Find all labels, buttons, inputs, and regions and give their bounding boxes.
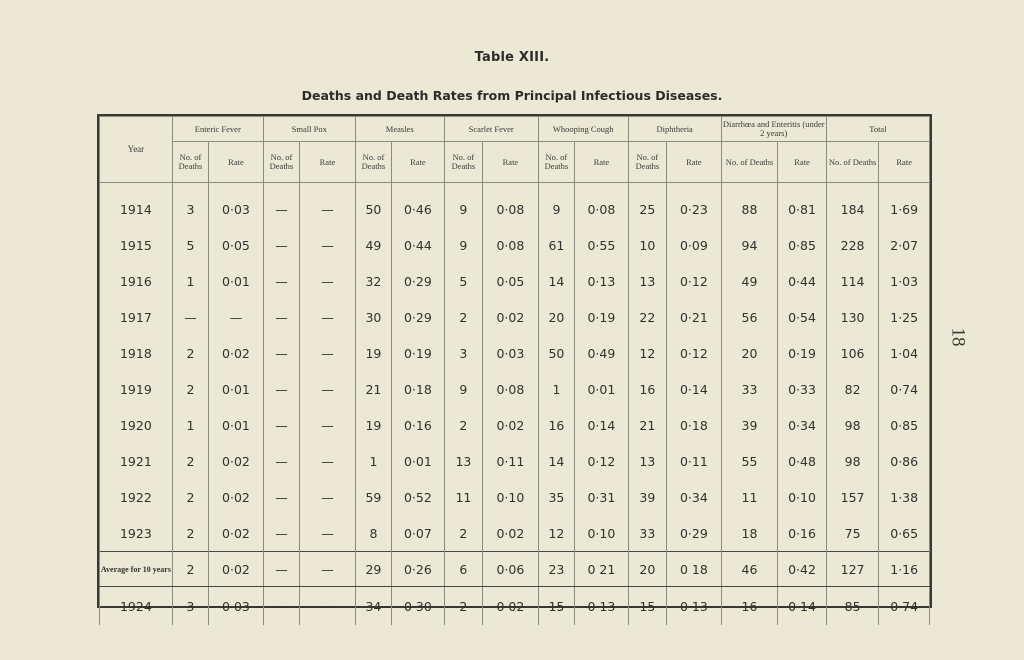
rate-cell: 0·18 (392, 371, 445, 407)
deaths-cell: 15 (628, 587, 666, 626)
deaths-cell: 16 (628, 371, 666, 407)
deaths-cell: — (263, 587, 299, 626)
rate-cell: 0·11 (667, 443, 722, 479)
sub-header-deaths: No. of Deaths (263, 142, 299, 183)
rate-cell: — (300, 371, 356, 407)
deaths-cell: 12 (628, 335, 666, 371)
deaths-cell: 98 (826, 407, 879, 443)
rate-cell: 0·74 (879, 371, 930, 407)
deaths-cell: 20 (721, 335, 778, 371)
deaths-cell: 3 (444, 335, 482, 371)
deaths-cell: 1 (172, 263, 208, 299)
year-cell: 1919 (100, 371, 173, 407)
spacer-cell (778, 183, 827, 192)
deaths-cell: 25 (628, 191, 666, 227)
rate-cell: 0·74 (879, 587, 930, 626)
rate-cell: 0·01 (392, 443, 445, 479)
table-row (100, 407, 930, 443)
deaths-cell: 127 (826, 552, 879, 587)
spacer-cell (628, 183, 666, 192)
sub-header-rate: Rate (392, 142, 445, 183)
deaths-cell: 94 (721, 227, 778, 263)
rate-cell: 1·04 (879, 335, 930, 371)
rate-cell: 0·02 (209, 443, 264, 479)
rate-cell: 0·01 (209, 371, 264, 407)
table-row (100, 191, 930, 227)
rate-cell: 1·38 (879, 479, 930, 515)
disease-table-frame (97, 114, 932, 614)
rate-cell: 0·16 (392, 407, 445, 443)
table-row (100, 227, 930, 263)
spacer-cell (300, 183, 356, 192)
rate-cell: 2·07 (879, 227, 930, 263)
rate-cell: 0·29 (667, 515, 722, 552)
rate-cell: 0·01 (575, 371, 629, 407)
rate-cell: 0·29 (392, 263, 445, 299)
deaths-cell: 50 (538, 335, 574, 371)
sub-header-deaths: No. of Deaths (628, 142, 666, 183)
spacer-cell (263, 183, 299, 192)
deaths-cell: 33 (721, 371, 778, 407)
deaths-cell: 5 (444, 263, 482, 299)
deaths-cell: 46 (721, 552, 778, 587)
spacer-cell (826, 183, 879, 192)
year-header: Year (100, 117, 173, 183)
table-body (100, 183, 930, 626)
spacer-cell (444, 183, 482, 192)
deaths-cell: — (263, 371, 299, 407)
deaths-cell: 50 (355, 191, 391, 227)
rate-cell: 0·65 (879, 515, 930, 552)
year-cell: 1921 (100, 443, 173, 479)
deaths-cell: 12 (538, 515, 574, 552)
spacer-cell (355, 183, 391, 192)
rate-cell: 0·07 (392, 515, 445, 552)
group-header-enteric-fever: Enteric Fever (172, 117, 263, 142)
sub-header-rate: Rate (209, 142, 264, 183)
table-subtitle: Deaths and Death Rates from Principal Infectious Diseases. (301, 88, 723, 103)
deaths-cell: — (263, 407, 299, 443)
deaths-cell: 11 (444, 479, 482, 515)
sub-header-deaths: No. of Deaths (721, 142, 778, 183)
deaths-cell: 85 (826, 587, 879, 626)
table-row (100, 515, 930, 552)
sub-header-rate: Rate (300, 142, 356, 183)
rate-cell: 1·25 (879, 299, 930, 335)
deaths-cell: 39 (628, 479, 666, 515)
sub-header-rate: Rate (667, 142, 722, 183)
deaths-cell: 13 (444, 443, 482, 479)
group-header-scarlet-fever: Scarlet Fever (444, 117, 538, 142)
rate-cell: — (300, 227, 356, 263)
deaths-cell: 30 (355, 299, 391, 335)
deaths-cell: 75 (826, 515, 879, 552)
deaths-cell: 22 (628, 299, 666, 335)
rate-cell: 0·02 (483, 299, 539, 335)
rate-cell: 0·14 (778, 587, 827, 626)
rate-cell: 0·30 (392, 587, 445, 626)
rate-cell: 0·52 (392, 479, 445, 515)
deaths-cell: 21 (355, 371, 391, 407)
deaths-cell: 88 (721, 191, 778, 227)
table-row (100, 299, 930, 335)
deaths-cell: 98 (826, 443, 879, 479)
deaths-cell: 20 (538, 299, 574, 335)
rate-cell: 0·42 (778, 552, 827, 587)
deaths-cell: 20 (628, 552, 666, 587)
rate-cell: 0·19 (575, 299, 629, 335)
spacer-cell (879, 183, 930, 192)
spacer-cell (721, 183, 778, 192)
deaths-cell: 3 (172, 191, 208, 227)
table-row (100, 335, 930, 371)
deaths-cell: 61 (538, 227, 574, 263)
rate-cell: — (300, 335, 356, 371)
rate-cell: 0·09 (667, 227, 722, 263)
deaths-cell: 228 (826, 227, 879, 263)
sub-header-rate: Rate (778, 142, 827, 183)
rate-cell: 0·02 (483, 587, 539, 626)
header-group-row (100, 117, 930, 142)
table-row (100, 371, 930, 407)
rate-cell: 0·54 (778, 299, 827, 335)
rate-cell: 0·08 (483, 227, 539, 263)
rate-cell: 0·55 (575, 227, 629, 263)
deaths-cell: — (263, 552, 299, 587)
rate-cell: — (300, 587, 356, 626)
deaths-cell: 2 (444, 407, 482, 443)
deaths-cell: 55 (721, 443, 778, 479)
table-row-1924 (100, 587, 930, 626)
deaths-cell: 184 (826, 191, 879, 227)
rate-cell: — (300, 407, 356, 443)
rate-cell: 0·01 (209, 407, 264, 443)
spacer-cell (667, 183, 722, 192)
year-cell: 1923 (100, 515, 173, 552)
deaths-cell: 56 (721, 299, 778, 335)
deaths-cell: — (263, 227, 299, 263)
rate-cell: 0·26 (392, 552, 445, 587)
rate-cell: 0·31 (575, 479, 629, 515)
rate-cell: 0·13 (575, 263, 629, 299)
deaths-cell: 6 (444, 552, 482, 587)
table-row (100, 479, 930, 515)
deaths-cell: — (263, 299, 299, 335)
rate-cell: 0·06 (483, 552, 539, 587)
group-header-total: Total (826, 117, 929, 142)
rate-cell: 0 18 (667, 552, 722, 587)
rate-cell: 0·02 (483, 515, 539, 552)
deaths-cell: 8 (355, 515, 391, 552)
year-cell: 1924 (100, 587, 173, 626)
deaths-cell: — (263, 515, 299, 552)
rate-cell: 0·44 (392, 227, 445, 263)
deaths-cell: 23 (538, 552, 574, 587)
year-cell: 1918 (100, 335, 173, 371)
deaths-cell: 157 (826, 479, 879, 515)
rate-cell: — (300, 552, 356, 587)
deaths-cell: 49 (721, 263, 778, 299)
year-cell: 1917 (100, 299, 173, 335)
year-cell: Average for 10 years (100, 552, 173, 587)
rate-cell: 0·16 (778, 515, 827, 552)
deaths-cell: 2 (172, 443, 208, 479)
deaths-cell: 1 (355, 443, 391, 479)
deaths-cell: 130 (826, 299, 879, 335)
deaths-cell: 2 (444, 587, 482, 626)
rate-cell: 0·10 (778, 479, 827, 515)
rate-cell: 0·18 (667, 407, 722, 443)
rate-cell: 0·08 (575, 191, 629, 227)
deaths-cell: 114 (826, 263, 879, 299)
deaths-cell: 2 (172, 335, 208, 371)
group-header-measles: Measles (355, 117, 444, 142)
rate-cell: — (300, 191, 356, 227)
rate-cell: 0·33 (778, 371, 827, 407)
deaths-cell: 2 (444, 299, 482, 335)
rate-cell: 0·03 (209, 191, 264, 227)
group-header-diphtheria: Diphtheria (628, 117, 721, 142)
deaths-cell: 16 (538, 407, 574, 443)
deaths-cell: 5 (172, 227, 208, 263)
rate-cell: — (300, 515, 356, 552)
deaths-cell: 2 (444, 515, 482, 552)
rate-cell: 0·03 (209, 587, 264, 626)
sub-header-deaths: No. of Deaths (826, 142, 879, 183)
spacer-cell (209, 183, 264, 192)
rate-cell: 0·44 (778, 263, 827, 299)
rate-cell: 0·34 (778, 407, 827, 443)
deaths-cell: 2 (172, 479, 208, 515)
deaths-cell: 13 (628, 263, 666, 299)
deaths-cell: 49 (355, 227, 391, 263)
year-cell: 1916 (100, 263, 173, 299)
spacer-cell (483, 183, 539, 192)
rate-cell: — (300, 299, 356, 335)
rate-cell: 0·12 (575, 443, 629, 479)
spacer-cell (575, 183, 629, 192)
deaths-cell: 9 (444, 227, 482, 263)
rate-cell: 0·86 (879, 443, 930, 479)
sub-header-rate: Rate (879, 142, 930, 183)
rate-cell: 0·08 (483, 371, 539, 407)
rate-cell: 0·02 (209, 479, 264, 515)
rate-cell: 0·21 (667, 299, 722, 335)
group-header-small-pox: Small Pox (263, 117, 355, 142)
year-cell: 1914 (100, 191, 173, 227)
rate-cell: 0·81 (778, 191, 827, 227)
rate-cell: 0·02 (209, 515, 264, 552)
deaths-cell: 1 (538, 371, 574, 407)
rate-cell: 0·13 (575, 587, 629, 626)
rate-cell: 0·10 (575, 515, 629, 552)
rate-cell: 0·29 (392, 299, 445, 335)
deaths-cell: 11 (721, 479, 778, 515)
deaths-cell: 39 (721, 407, 778, 443)
rate-cell: — (300, 263, 356, 299)
deaths-cell: 9 (444, 191, 482, 227)
deaths-cell: 14 (538, 263, 574, 299)
deaths-cell: 19 (355, 407, 391, 443)
rate-cell: — (300, 443, 356, 479)
deaths-cell: 1 (172, 407, 208, 443)
disease-table (99, 116, 930, 625)
table-title: Table XIII. (474, 50, 550, 65)
rate-cell: 1·69 (879, 191, 930, 227)
rate-cell: 0·13 (667, 587, 722, 626)
rate-cell: 0·02 (483, 407, 539, 443)
rate-cell: 0·19 (778, 335, 827, 371)
rate-cell: 0·49 (575, 335, 629, 371)
group-header-whooping-cough: Whooping Cough (538, 117, 628, 142)
rate-cell: — (209, 299, 264, 335)
spacer-cell (538, 183, 574, 192)
rate-cell: 0·19 (392, 335, 445, 371)
deaths-cell: 18 (721, 515, 778, 552)
deaths-cell: 19 (355, 335, 391, 371)
deaths-cell: 9 (444, 371, 482, 407)
sub-header-deaths: No. of Deaths (172, 142, 208, 183)
year-cell: 1922 (100, 479, 173, 515)
page-number: 18 (947, 327, 969, 347)
rate-cell: 0·48 (778, 443, 827, 479)
group-header-diarrhoea: Diarrhœa and Enteritis (under 2 years) (721, 117, 826, 142)
header-sub-row (100, 142, 930, 183)
table-row (100, 443, 930, 479)
rate-cell: 0·12 (667, 263, 722, 299)
deaths-cell: 82 (826, 371, 879, 407)
deaths-cell: — (263, 479, 299, 515)
spacer-cell (392, 183, 445, 192)
rate-cell: 0·02 (209, 552, 264, 587)
deaths-cell: 2 (172, 371, 208, 407)
rate-cell: 1·16 (879, 552, 930, 587)
rate-cell: 0·34 (667, 479, 722, 515)
deaths-cell: 32 (355, 263, 391, 299)
year-cell: 1920 (100, 407, 173, 443)
rate-cell: 0·85 (879, 407, 930, 443)
deaths-cell: 2 (172, 515, 208, 552)
sub-header-deaths: No. of Deaths (355, 142, 391, 183)
rate-cell: — (300, 479, 356, 515)
rate-cell: 0·10 (483, 479, 539, 515)
rate-cell: 0·12 (667, 335, 722, 371)
average-row (100, 552, 930, 587)
deaths-cell: 2 (172, 552, 208, 587)
rate-cell: 1·03 (879, 263, 930, 299)
deaths-cell: — (263, 263, 299, 299)
year-cell: 1915 (100, 227, 173, 263)
rate-cell: 0·03 (483, 335, 539, 371)
rate-cell: 0·01 (209, 263, 264, 299)
deaths-cell: 35 (538, 479, 574, 515)
spacer-row (100, 183, 930, 192)
deaths-cell: — (263, 191, 299, 227)
rate-cell: 0·14 (667, 371, 722, 407)
rate-cell: 0·14 (575, 407, 629, 443)
deaths-cell: 106 (826, 335, 879, 371)
sub-header-rate: Rate (575, 142, 629, 183)
deaths-cell: 10 (628, 227, 666, 263)
rate-cell: 0·46 (392, 191, 445, 227)
rate-cell: 0·11 (483, 443, 539, 479)
deaths-cell: 3 (172, 587, 208, 626)
rate-cell: 0·08 (483, 191, 539, 227)
deaths-cell: 15 (538, 587, 574, 626)
rate-cell: 0·05 (483, 263, 539, 299)
rate-cell: 0·85 (778, 227, 827, 263)
rate-cell: 0·23 (667, 191, 722, 227)
deaths-cell: 16 (721, 587, 778, 626)
sub-header-deaths: No. of Deaths (444, 142, 482, 183)
deaths-cell: 33 (628, 515, 666, 552)
deaths-cell: 14 (538, 443, 574, 479)
rate-cell: 0·02 (209, 335, 264, 371)
deaths-cell: 34 (355, 587, 391, 626)
table-row (100, 263, 930, 299)
spacer-cell (100, 183, 173, 192)
rate-cell: 0 21 (575, 552, 629, 587)
rate-cell: 0·05 (209, 227, 264, 263)
deaths-cell: — (263, 443, 299, 479)
deaths-cell: 29 (355, 552, 391, 587)
deaths-cell: — (263, 335, 299, 371)
deaths-cell: — (172, 299, 208, 335)
deaths-cell: 59 (355, 479, 391, 515)
sub-header-deaths: No. of Deaths (538, 142, 574, 183)
sub-header-rate: Rate (483, 142, 539, 183)
deaths-cell: 21 (628, 407, 666, 443)
spacer-cell (172, 183, 208, 192)
deaths-cell: 13 (628, 443, 666, 479)
deaths-cell: 9 (538, 191, 574, 227)
